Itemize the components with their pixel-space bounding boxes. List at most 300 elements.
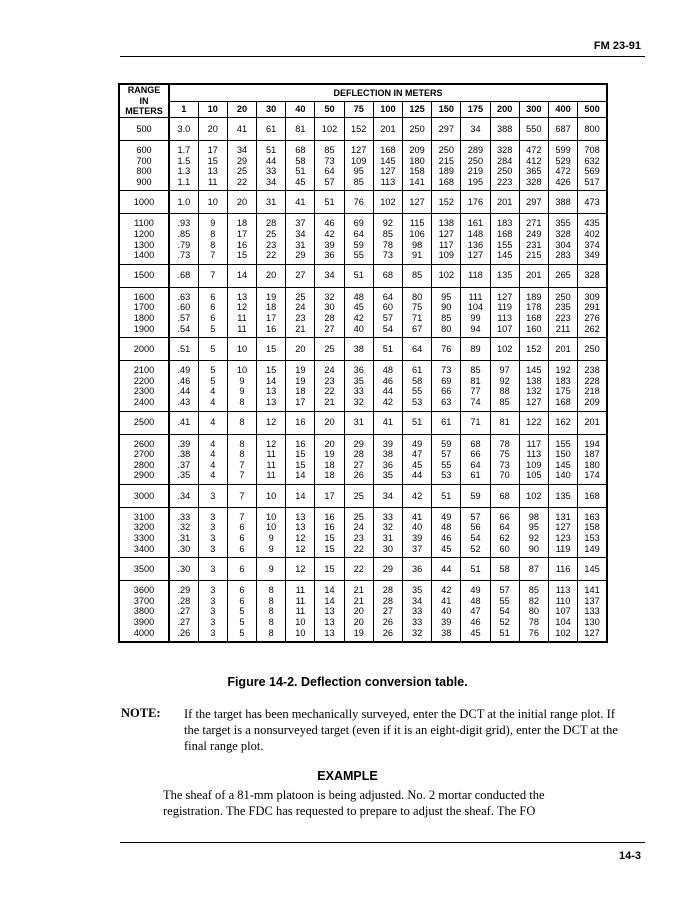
deflection-value: 44	[411, 470, 423, 481]
deflection-value: 58	[411, 375, 423, 386]
deflection-value: .37	[177, 459, 191, 470]
deflection-value: 33	[266, 166, 277, 177]
deflection-cell	[315, 507, 344, 557]
deflection-value: 238	[584, 365, 600, 376]
deflection-value: 52	[470, 543, 481, 554]
deflection-cell	[403, 581, 432, 642]
deflection-value: 23	[353, 533, 364, 544]
deflection-value: 250	[438, 145, 454, 155]
deflection-value: 15	[266, 343, 277, 354]
deflection-cell	[432, 191, 461, 214]
deflection-value: 6	[239, 522, 245, 533]
deflection-value: 89	[470, 343, 481, 354]
deflection-value: 41	[236, 123, 248, 134]
deflection-cell	[578, 141, 607, 191]
deflection-cell	[286, 338, 315, 361]
deflection-value: 374	[584, 239, 600, 250]
deflection-value: 6	[239, 543, 245, 554]
deflection-cell	[548, 411, 577, 434]
deflection-value: 60	[382, 302, 394, 313]
range-cell	[119, 338, 169, 361]
deflection-cell	[286, 411, 315, 434]
deflection-cell	[461, 484, 490, 507]
range-value: 600	[136, 145, 152, 155]
deflection-value: .63	[177, 291, 191, 302]
deflection-value: 13	[207, 166, 218, 177]
deflection-value: 223	[496, 176, 513, 187]
deflection-cell	[461, 264, 490, 287]
deflection-value: 13	[324, 627, 335, 638]
deflection-value: 215	[526, 250, 542, 261]
deflection-cell	[578, 338, 607, 361]
deflection-value: 15	[236, 250, 248, 261]
deflection-value: 21	[353, 595, 364, 606]
range-group-row	[119, 338, 607, 361]
deflection-value: 92	[528, 533, 539, 544]
range-value: 1600	[133, 291, 155, 302]
deflection-cell	[198, 264, 227, 287]
deflection-cell	[490, 361, 519, 411]
manual-number: FM 23-91	[593, 40, 641, 52]
deflection-value: 24	[295, 302, 306, 313]
deflection-cell	[519, 191, 548, 214]
deflection-cell	[519, 581, 548, 642]
deflection-cell	[169, 507, 198, 557]
deflection-value: 152	[351, 123, 367, 134]
deflection-value: 6	[239, 533, 245, 544]
deflection-value: 90	[441, 302, 452, 313]
deflection-value: 119	[497, 302, 512, 313]
deflection-value: 31	[295, 239, 306, 250]
deflection-value: .29	[177, 585, 191, 596]
deflection-value: 15	[324, 543, 335, 554]
range-cell	[119, 141, 169, 191]
deflection-cell	[257, 191, 286, 214]
deflection-value: 7	[239, 459, 245, 470]
range-cell	[119, 558, 169, 581]
deflection-cell	[315, 558, 344, 581]
deflection-value: 85	[441, 312, 452, 323]
deflection-value: 36	[324, 250, 335, 261]
deflection-value: 189	[526, 291, 542, 302]
deflection-value: 49	[470, 585, 481, 596]
deflection-value: 45	[295, 176, 306, 187]
deflection-value: .33	[177, 511, 191, 522]
deflection-value: 141	[584, 585, 600, 596]
deflection-value: 135	[555, 490, 571, 501]
range-cell	[119, 507, 169, 557]
deflection-value: 47	[470, 606, 481, 617]
deflection-value: 529	[555, 155, 571, 166]
deflection-value: 195	[467, 176, 484, 187]
deflection-value: 6	[239, 595, 245, 606]
deflection-value: 3	[210, 585, 216, 596]
range-group-row	[119, 141, 607, 191]
deflection-value: 4	[210, 459, 216, 470]
deflection-cell	[169, 338, 198, 361]
deflection-value: 22	[236, 176, 248, 187]
deflection-value: 194	[584, 438, 600, 449]
range-value: 2800	[133, 459, 155, 470]
deflection-value: 5	[239, 606, 245, 617]
deflection-value: 81	[295, 123, 306, 134]
deflection-cell	[198, 507, 227, 557]
deflection-cell	[432, 264, 461, 287]
deflection-value: 59	[353, 239, 364, 250]
deflection-value: 3	[210, 543, 216, 554]
deflection-value: 4	[210, 396, 216, 407]
deflection-value: 13	[295, 522, 306, 533]
deflection-value: 42	[411, 490, 423, 501]
deflection-cell	[344, 484, 373, 507]
deflection-cell	[403, 141, 432, 191]
deflection-value: 22	[353, 543, 364, 554]
deflection-value: 102	[321, 123, 338, 134]
deflection-value: 85	[382, 228, 394, 239]
deflection-value: 3	[210, 606, 216, 617]
deflection-value: 412	[526, 155, 542, 166]
deflection-cell	[286, 287, 315, 337]
deflection-value: 152	[438, 197, 454, 208]
deflection-value: 85	[499, 396, 510, 407]
deflection-value: 76	[441, 343, 452, 354]
deflection-cell	[344, 118, 373, 141]
deflection-cell	[344, 434, 373, 484]
deflection-value: 517	[584, 176, 600, 187]
deflection-value: 10	[295, 617, 306, 628]
deflection-value: 7	[210, 250, 216, 261]
deflection-value: .46	[177, 375, 191, 386]
deflection-value: 32	[382, 522, 394, 533]
deflection-value: 7	[239, 470, 245, 481]
deflection-cell	[519, 287, 548, 337]
deflection-cell	[169, 581, 198, 642]
deflection-cell	[548, 361, 577, 411]
deflection-value: 209	[409, 145, 425, 155]
deflection-value: 388	[496, 123, 513, 134]
deflection-value: 8	[268, 617, 274, 628]
deflection-value: .79	[177, 239, 191, 250]
deflection-value: 95	[441, 291, 452, 302]
deflection-value: 113	[380, 176, 396, 187]
deflection-cell	[315, 338, 344, 361]
deflection-value: 21	[295, 323, 306, 334]
deflection-cell	[257, 338, 286, 361]
deflection-value: 85	[528, 585, 539, 596]
deflection-value: 46	[470, 617, 481, 628]
deflection-cell	[461, 581, 490, 642]
deflection-value: 102	[496, 343, 513, 354]
deflection-value: 183	[496, 218, 513, 229]
deflection-value: 1.1	[177, 176, 191, 187]
deflection-value: 153	[584, 533, 600, 544]
deflection-value: 61	[470, 470, 481, 481]
deflection-value: 21	[324, 396, 335, 407]
deflection-cell	[286, 558, 315, 581]
deflection-value: 10	[295, 627, 306, 638]
deflection-cell	[373, 558, 402, 581]
deflection-cell	[169, 434, 198, 484]
deflection-value: 145	[526, 365, 542, 376]
deflection-value: 328	[496, 145, 513, 155]
deflection-cell	[315, 118, 344, 141]
deflection-value: 51	[411, 417, 423, 428]
deflection-value: .39	[177, 438, 191, 449]
deflection-cell	[198, 558, 227, 581]
deflection-value: 123	[555, 533, 571, 544]
column-header-cell: 50	[315, 102, 344, 118]
deflection-value: 104	[555, 617, 571, 628]
deflection-cell	[461, 434, 490, 484]
deflection-cell	[286, 361, 315, 411]
deflection-value: 32	[411, 627, 423, 638]
deflection-value: 32	[353, 396, 364, 407]
deflection-value: .26	[177, 627, 191, 638]
column-header-cell: 100	[373, 102, 402, 118]
range-value: 2600	[133, 438, 155, 449]
deflection-value: .93	[177, 218, 191, 229]
deflection-value: 61	[266, 123, 277, 134]
deflection-value: 152	[526, 343, 542, 354]
range-group-row	[119, 581, 607, 642]
deflection-value: 18	[236, 218, 248, 229]
deflection-value: 355	[555, 218, 571, 229]
deflection-value: 33	[411, 617, 423, 628]
deflection-cell	[403, 558, 432, 581]
deflection-value: 39	[382, 438, 394, 449]
deflection-value: 9	[268, 543, 274, 554]
deflection-value: 145	[496, 250, 513, 261]
deflection-value: 41	[441, 595, 452, 606]
deflection-value: 16	[295, 438, 306, 449]
deflection-value: .60	[177, 302, 191, 313]
deflection-cell	[519, 558, 548, 581]
deflection-value: 25	[295, 291, 306, 302]
deflection-value: 115	[409, 218, 425, 229]
deflection-value: 37	[295, 218, 306, 229]
deflection-value: 80	[441, 323, 452, 334]
deflection-cell	[490, 411, 519, 434]
header-rule	[120, 56, 645, 57]
deflection-cell	[461, 361, 490, 411]
deflection-cell	[169, 141, 198, 191]
deflection-value: 800	[584, 123, 600, 134]
deflection-cell	[578, 558, 607, 581]
deflection-value: 22	[353, 563, 364, 574]
deflection-value: 109	[526, 459, 542, 470]
deflection-cell	[578, 287, 607, 337]
deflection-value: 12	[295, 533, 306, 544]
deflection-value: 11	[295, 595, 306, 606]
deflection-value: 102	[526, 490, 542, 501]
deflection-value: 599	[555, 145, 571, 155]
deflection-cell	[286, 141, 315, 191]
deflection-value: 73	[441, 365, 452, 376]
deflection-value: 99	[470, 312, 481, 323]
range-value: 700	[136, 155, 152, 166]
deflection-value: 109	[438, 250, 454, 261]
deflection-value: 127	[467, 250, 484, 261]
range-value: 3000	[133, 490, 155, 501]
deflection-value: 78	[528, 617, 539, 628]
deflection-value: 92	[382, 218, 394, 229]
deflection-cell	[315, 434, 344, 484]
deflection-value: 11	[295, 585, 306, 596]
deflection-value: 175	[555, 386, 571, 397]
column-header-row	[119, 102, 607, 118]
deflection-value: 231	[526, 239, 542, 250]
deflection-cell	[227, 214, 256, 264]
deflection-value: 201	[496, 197, 513, 208]
deflection-value: 145	[380, 155, 396, 166]
deflection-value: 55	[499, 595, 510, 606]
deflection-cell	[286, 214, 315, 264]
deflection-value: 42	[353, 312, 364, 323]
deflection-value: 10	[207, 197, 218, 208]
range-cell	[119, 264, 169, 287]
deflection-value: 211	[555, 323, 571, 334]
deflection-value: 201	[555, 343, 571, 354]
deflection-value: 1.0	[177, 197, 191, 208]
deflection-value: 51	[470, 563, 481, 574]
deflection-value: 19	[266, 291, 277, 302]
page-number: 14-3	[618, 850, 641, 862]
deflection-value: 30	[382, 543, 394, 554]
deflection-cell	[403, 191, 432, 214]
deflection-cell	[578, 214, 607, 264]
deflection-cell	[519, 338, 548, 361]
deflection-value: 16	[295, 417, 306, 428]
example-text: The sheaf of a 81-mm platoon is being adjusted. No. 2 mortar conducted the registration. The FDC has requested to prepare to adjust the sheaf. The FO	[163, 788, 545, 818]
deflection-value: 57	[441, 449, 452, 460]
note-label: NOTE:	[121, 706, 161, 720]
deflection-value: 14	[295, 490, 306, 501]
deflection-value: 33	[353, 386, 364, 397]
deflection-value: 20	[295, 343, 306, 354]
deflection-value: 102	[555, 627, 571, 638]
deflection-value: 26	[382, 627, 394, 638]
range-value: 3200	[133, 522, 155, 533]
deflection-value: 13	[266, 386, 277, 397]
deflection-value: 4	[210, 417, 216, 428]
deflection-value: 55	[411, 386, 423, 397]
deflection-value: 9	[239, 386, 245, 397]
deflection-value: 11	[208, 176, 218, 187]
deflection-value: 1.3	[177, 166, 191, 177]
deflection-value: 47	[411, 449, 423, 460]
deflection-value: 40	[353, 323, 364, 334]
deflection-cell	[344, 411, 373, 434]
range-cell	[119, 434, 169, 484]
column-header-cell: 75	[344, 102, 373, 118]
deflection-cell	[548, 191, 577, 214]
deflection-value: .68	[177, 270, 191, 281]
range-value: 3800	[133, 606, 155, 617]
deflection-value: 13	[324, 617, 335, 628]
column-header-cell: 125	[403, 102, 432, 118]
deflection-value: 54	[470, 533, 481, 544]
deflection-cell	[169, 484, 198, 507]
deflection-value: 271	[526, 218, 542, 229]
note-text: If the target has been mechanically surveyed, enter the DCT at the initial range plot. If the target is a nonsurveyed target (even if it is an eight-digit grid), enter the DCT at the final range plot.	[184, 707, 618, 753]
deflection-value: 12	[266, 417, 277, 428]
deflection-cell	[403, 264, 432, 287]
deflection-value: 45	[470, 627, 481, 638]
deflection-value: 7	[239, 490, 245, 501]
deflection-value: .27	[177, 606, 191, 617]
deflection-cell	[461, 338, 490, 361]
deflection-cell	[519, 361, 548, 411]
range-cell	[119, 361, 169, 411]
deflection-cell	[198, 411, 227, 434]
deflection-value: 55	[353, 250, 364, 261]
deflection-cell	[490, 287, 519, 337]
deflection-value: 15	[324, 563, 335, 574]
deflection-value: 34	[470, 123, 481, 134]
deflection-value: 10	[266, 511, 277, 522]
deflection-cell	[548, 118, 577, 141]
deflection-value: 77	[470, 386, 481, 397]
deflection-value: 34	[295, 228, 306, 239]
deflection-value: 141	[409, 176, 425, 187]
deflection-header: DEFLECTION IN METERS	[169, 84, 607, 102]
range-group-row	[119, 214, 607, 264]
deflection-cell	[432, 558, 461, 581]
deflection-cell	[198, 338, 227, 361]
deflection-cell	[373, 581, 402, 642]
deflection-value: 51	[499, 627, 510, 638]
deflection-value: 75	[499, 449, 510, 460]
deflection-value: 38	[441, 627, 452, 638]
deflection-value: 168	[438, 176, 454, 187]
deflection-value: 5	[210, 365, 216, 376]
deflection-value: 25	[353, 511, 364, 522]
deflection-value: .35	[177, 470, 191, 481]
deflection-value: 17	[295, 396, 306, 407]
deflection-cell	[315, 191, 344, 214]
deflection-cell	[548, 338, 577, 361]
deflection-value: 168	[380, 145, 396, 155]
deflection-value: 265	[555, 270, 571, 281]
deflection-value: 10	[236, 343, 248, 354]
deflection-value: 31	[266, 197, 277, 208]
deflection-value: 34	[266, 176, 277, 187]
deflection-cell	[490, 141, 519, 191]
deflection-cell	[519, 507, 548, 557]
deflection-value: 137	[584, 595, 600, 606]
range-value: 900	[136, 176, 152, 187]
deflection-value: 19	[324, 449, 335, 460]
deflection-value: 20	[236, 197, 248, 208]
deflection-cell	[198, 287, 227, 337]
range-value: 2500	[133, 417, 155, 428]
column-header-cell: 500	[578, 102, 607, 118]
deflection-value: 12	[236, 302, 248, 313]
deflection-value: 48	[470, 595, 481, 606]
deflection-cell	[257, 361, 286, 411]
deflection-value: 349	[584, 250, 600, 261]
range-group-row	[119, 361, 607, 411]
deflection-value: 17	[207, 145, 218, 155]
deflection-cell	[227, 191, 256, 214]
deflection-value: .85	[177, 228, 191, 239]
deflection-value: 10	[266, 522, 277, 533]
deflection-cell	[198, 434, 227, 484]
range-group-row	[119, 507, 607, 557]
deflection-cell	[461, 118, 490, 141]
deflection-cell	[373, 264, 402, 287]
range-header	[119, 84, 169, 118]
